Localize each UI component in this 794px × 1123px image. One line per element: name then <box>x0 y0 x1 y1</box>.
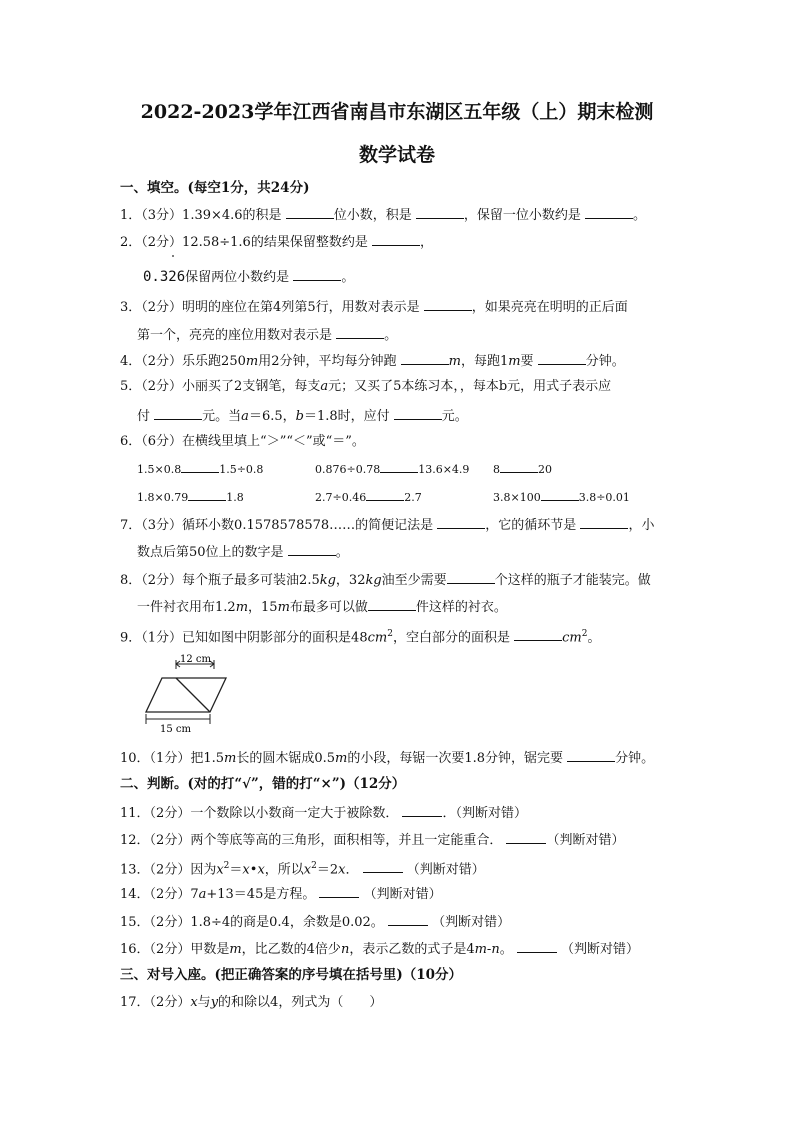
answer-blank[interactable] <box>319 885 359 898</box>
answer-blank[interactable] <box>447 571 495 584</box>
question-5-cont: 付 元。当a＝6.5，b＝1.8时，应付 元。 <box>137 409 468 424</box>
answer-blank[interactable] <box>514 628 562 641</box>
answer-blank[interactable] <box>286 206 334 219</box>
compare-item: 0.876÷0.78 13.6×4.9 <box>315 463 470 476</box>
answer-blank[interactable] <box>506 831 546 844</box>
answer-blank[interactable] <box>380 462 418 473</box>
answer-blank[interactable] <box>181 462 219 473</box>
answer-blank[interactable] <box>402 804 442 817</box>
section-1-heading: 一、填空。(每空1分，共24分) <box>120 180 310 196</box>
bottom-dimension-label: 15 cm <box>160 724 191 734</box>
answer-blank[interactable] <box>585 206 633 219</box>
answer-blank[interactable] <box>363 860 403 873</box>
question-11: 11．（2分）一个数除以小数商一定大于被除数． ．（判断对错） <box>120 806 527 821</box>
parallelogram-figure <box>140 652 230 734</box>
question-8-cont: 一件衬衣用布1.2m，15m布最多可以做 件这样的衬衣。 <box>137 600 507 615</box>
question-16: 16．（2分）甲数是m，比乙数的4倍少n，表示乙数的式子是4m-n。 （判断对错） <box>120 942 640 957</box>
question-10: 10．（1分）把1.5m长的圆木锯成0.5m的小段，每锯一次要1.8分钟，锯完要 分钟。 <box>120 751 655 766</box>
question-5: 5．（2分）小丽买了2支钢笔，每支a元；又买了5本练习本，，每本b元，用式子表示应 <box>120 379 612 394</box>
answer-blank[interactable] <box>372 233 420 246</box>
answer-blank[interactable] <box>366 490 404 501</box>
answer-blank[interactable] <box>336 326 384 339</box>
compare-item: 1.5×0.8 1.5÷0.8 <box>137 463 264 476</box>
answer-blank[interactable] <box>416 206 464 219</box>
question-17: 17．（2分）x与y的和除以4，列式为（ ） <box>120 995 383 1010</box>
answer-blank[interactable] <box>401 352 449 365</box>
bottom-dimension <box>146 714 210 724</box>
section-2-heading: 二、判断。(对的打“√”，错的打“×”)（12分） <box>120 776 406 792</box>
section-3-heading: 三、对号入座。(把正确答案的序号填在括号里)（10分） <box>120 967 463 983</box>
exam-subtitle: 数学试卷 <box>358 144 435 166</box>
stray-dot <box>172 255 174 257</box>
question-7-cont: 数点后第50位上的数字是 。 <box>137 545 349 560</box>
answer-blank[interactable] <box>580 516 628 529</box>
question-7: 7．（3分）循环小数0.1578578578……的简便记法是 ，它的循环节是 ，小 <box>120 518 655 533</box>
compare-item: 1.8×0.79 1.8 <box>137 491 244 504</box>
answer-blank[interactable] <box>293 268 341 281</box>
compare-item: 2.7÷0.46 2.7 <box>315 491 422 504</box>
answer-blank[interactable] <box>541 490 579 501</box>
question-12: 12．（2分）两个等底等高的三角形，面积相等，并且一定能重合． （判断对错） <box>120 833 625 848</box>
question-2-part-b: 0.326保留两位小数约是 。 <box>143 269 355 285</box>
top-dimension-label: 12 cm <box>180 654 211 665</box>
answer-blank[interactable] <box>188 490 226 501</box>
question-13: 13．（2分）因为$x^2=x•x$，所以$x^2=2x$． （判断对错） <box>120 861 485 878</box>
answer-blank[interactable] <box>394 407 442 420</box>
answer-blank[interactable] <box>517 940 557 953</box>
answer-blank[interactable] <box>288 543 336 556</box>
question-3-cont: 第一个，亮亮的座位用数对表示是 。 <box>137 328 398 343</box>
answer-blank[interactable] <box>368 598 416 611</box>
question-3: 3．（2分）明明的座位在第4列第5行，用数对表示是 ，如果亮亮在明明的正后面 <box>120 300 628 315</box>
answer-blank[interactable] <box>538 352 586 365</box>
answer-blank[interactable] <box>154 407 202 420</box>
question-2: 2．（2分）12.58÷1.6的结果保留整数约是 ， <box>120 235 433 250</box>
parallelogram <box>146 678 226 712</box>
question-4: 4．（2分）乐乐跑250m用2分钟，平均每分钟跑 m，每跑1m要 分钟。 <box>120 354 625 369</box>
question-15: 15．（2分）1.8÷4的商是0.4，余数是0.02。 （判断对错） <box>120 915 511 930</box>
answer-blank[interactable] <box>437 516 485 529</box>
answer-blank[interactable] <box>424 298 472 311</box>
question-6: 6．（6分）在横线里填上“＞”“＜”或“＝”。 <box>120 434 365 449</box>
answer-blank[interactable] <box>388 913 428 926</box>
question-14: 14．（2分）7a+13＝45是方程。 （判断对错） <box>120 887 442 902</box>
compare-item: 3.8×100 3.8÷0.01 <box>493 491 630 504</box>
compare-item: 8 20 <box>493 463 552 476</box>
question-1: 1．（3分）1.39×4.6的积是 位小数，积是 ，保留一位小数约是 。 <box>120 208 647 223</box>
question-9: 9．（1分）已知如图中阴影部分的面积是$48cm^2$，空白部分的面积是 $cm^2$。 <box>120 629 601 646</box>
exam-title: 2022-2023学年江西省南昌市东湖区五年级（上）期末检测 <box>140 101 654 123</box>
answer-blank[interactable] <box>567 749 615 762</box>
question-8: 8．（2分）每个瓶子最多可装油2.5kg，32kg油至少需要 个这样的瓶子才能装完。做 <box>120 573 651 588</box>
answer-blank[interactable] <box>500 462 538 473</box>
